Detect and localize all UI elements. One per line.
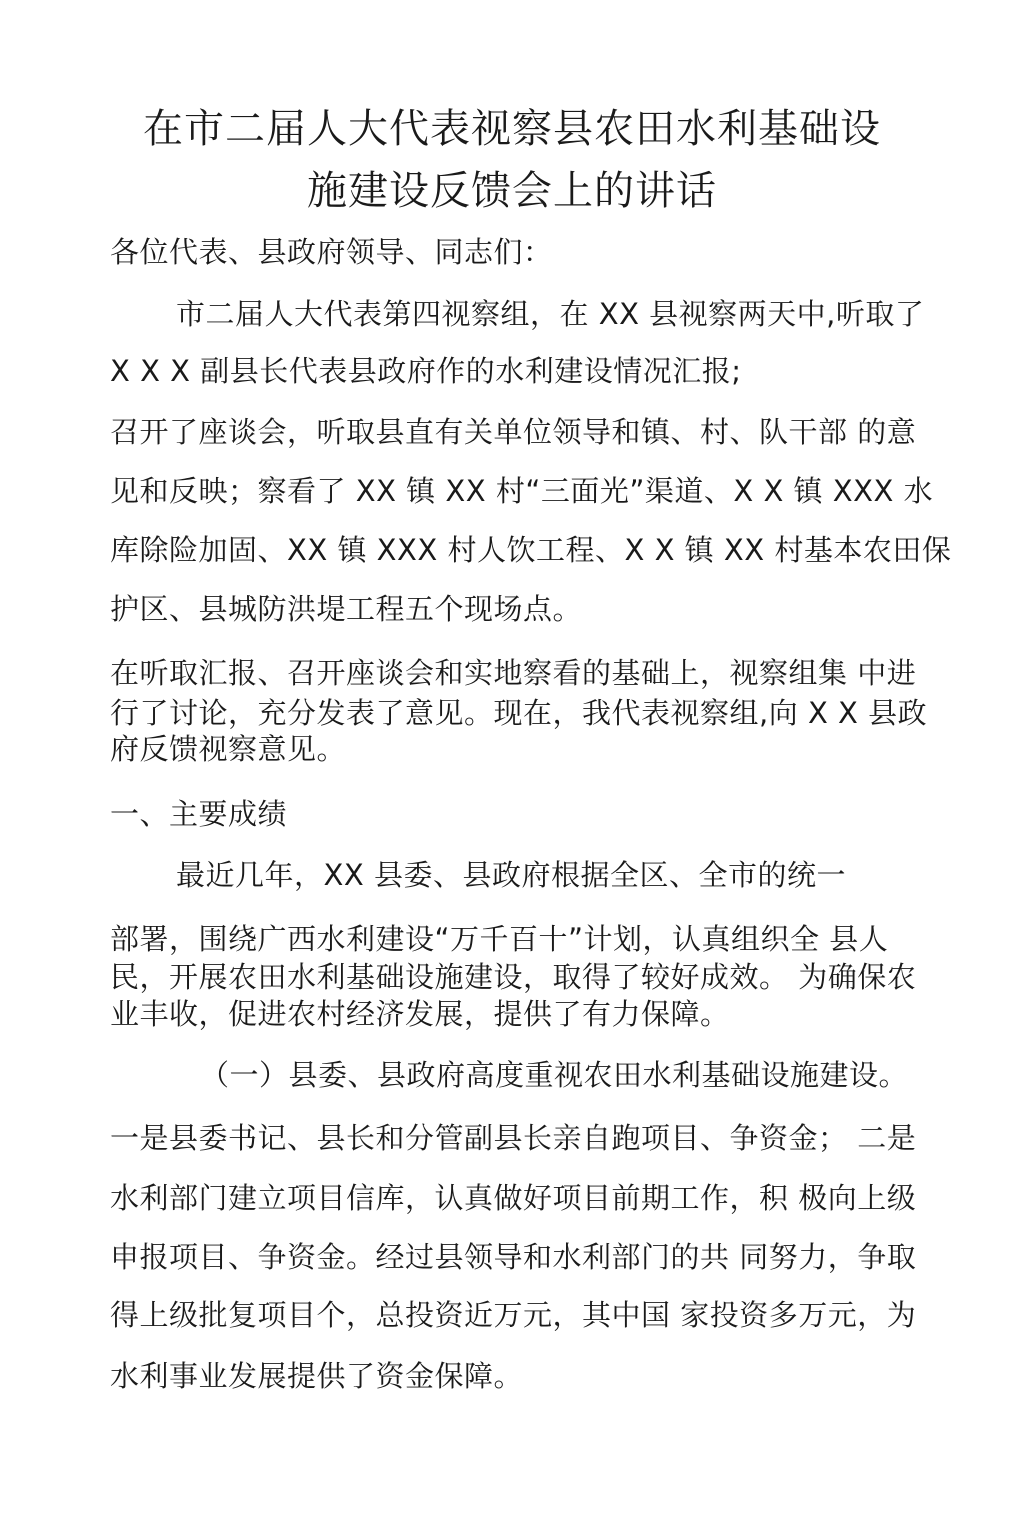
salutation: 各位代表、县政府领导、同志们： xyxy=(110,235,553,269)
paragraph-line: 在听取汇报、召开座谈会和实地察看的基础上，视察组集 中进 xyxy=(110,656,917,690)
subsection-heading: （一）县委、县政府高度重视农田水利基础设施建设。 xyxy=(200,1058,909,1092)
paragraph-line: 得上级批复项目个，总投资近万元，其中国 家投资多万元，为 xyxy=(110,1298,917,1332)
paragraph-line: 见和反映；察看了 XX 镇 XX 村“三面光”渠道、X X 镇 XXX 水 xyxy=(110,474,934,508)
paragraph-line: 一是县委书记、县长和分管副县长亲自跑项目、争资金； 二是 xyxy=(110,1121,917,1155)
paragraph-line: 申报项目、争资金。经过县领导和水利部门的共 同努力，争取 xyxy=(110,1240,917,1274)
document-title-line-1: 在市二届人大代表视察县农田水利基础设 xyxy=(143,106,881,152)
paragraph-line: 召开了座谈会，听取县直有关单位领导和镇、村、队干部 的意 xyxy=(110,415,917,449)
paragraph-line: 业丰收，促进农村经济发展，提供了有力保障。 xyxy=(110,997,730,1031)
paragraph-line: 水利部门建立项目信库，认真做好项目前期工作，积 极向上级 xyxy=(110,1181,917,1215)
paragraph-line: 行了讨论，充分发表了意见。现在，我代表视察组,向 X X 县政 xyxy=(110,696,928,730)
document-title-line-2: 施建设反馈会上的讲话 xyxy=(307,168,717,214)
paragraph-line: 府反馈视察意见。 xyxy=(110,732,347,766)
paragraph-line: 市二届人大代表第四视察组，在 XX 县视察两天中,听取了 xyxy=(176,297,925,331)
paragraph-line: 库除险加固、XX 镇 XXX 村人饮工程、X X 镇 XX 村基本农田保 xyxy=(110,533,952,567)
paragraph-line: 护区、县城防洪堤工程五个现场点。 xyxy=(110,592,583,626)
paragraph-line: 部署，围绕广西水利建设“万千百十”计划，认真组织全 县人 xyxy=(110,922,889,956)
paragraph-line: 民，开展农田水利基础设施建设，取得了较好成效。 为确保农 xyxy=(110,960,917,994)
paragraph-line: X X X 副县长代表县政府作的水利建设情况汇报; xyxy=(110,354,742,388)
paragraph-line: 最近几年，XX 县委、县政府根据全区、全市的统一 xyxy=(176,858,846,892)
paragraph-line: 水利事业发展提供了资金保障。 xyxy=(110,1359,524,1393)
section-heading: 一、主要成绩 xyxy=(110,797,288,831)
